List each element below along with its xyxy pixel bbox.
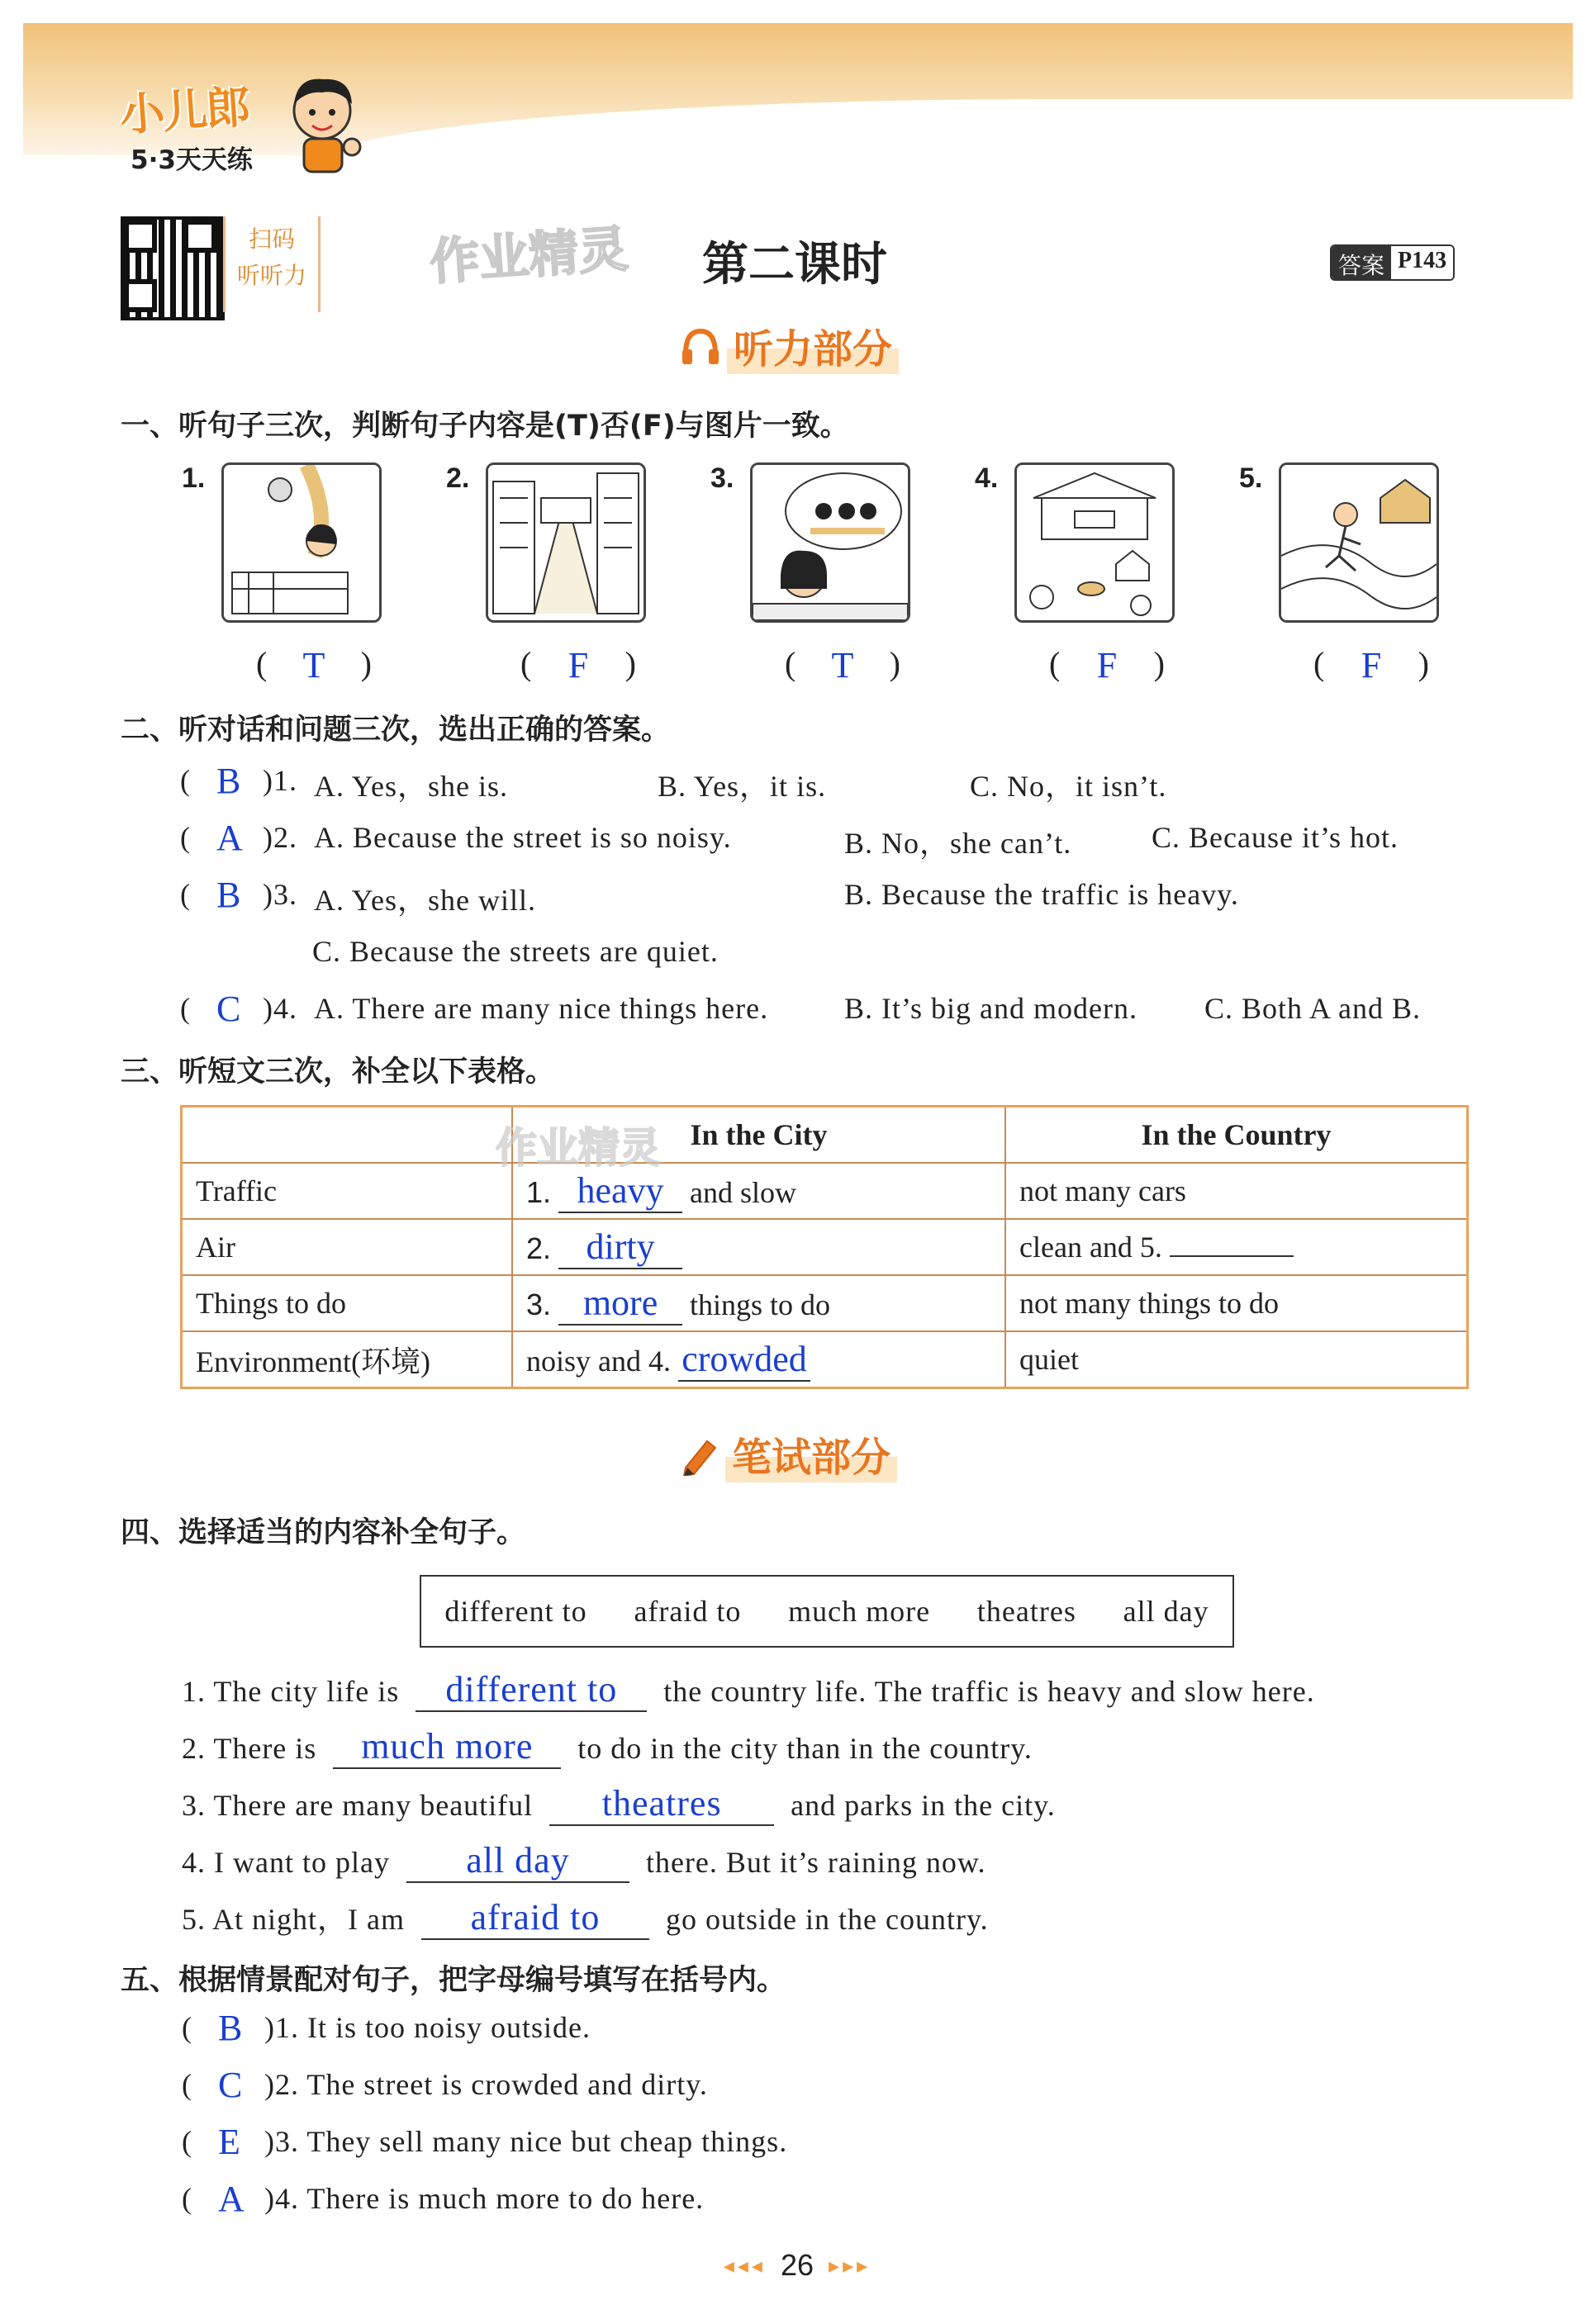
paren-open: ( xyxy=(182,2182,192,2215)
q1-answer[interactable]: T xyxy=(831,645,854,685)
option-c: C. No，it isn’t. xyxy=(970,770,1167,803)
q1-answer[interactable]: F xyxy=(568,645,589,685)
bedroom-girl-icon xyxy=(221,462,382,623)
section-title-text: 笔试部分 xyxy=(725,1425,897,1482)
q1-answer-slot xyxy=(520,644,636,686)
q2-heading: 二、听对话和问题三次，选出正确的答案。 xyxy=(121,714,671,747)
qr-corner xyxy=(124,220,157,253)
sentence-text: the country life. The traffic is heavy and slow here. xyxy=(663,1675,1315,1708)
option-a: A. Yes，she will. xyxy=(314,884,537,917)
answer-blank[interactable]: different to xyxy=(416,1668,647,1712)
q2-number: )1. xyxy=(263,764,297,797)
section-title-text: 听力部分 xyxy=(727,317,899,374)
country-cell: quiet xyxy=(1005,1331,1468,1388)
sentence-text: 1. The city life is xyxy=(182,1675,400,1708)
paren-close: ) xyxy=(1418,645,1429,682)
answer-blank[interactable]: heavy xyxy=(558,1169,682,1213)
answer-blank[interactable]: afraid to xyxy=(421,1896,649,1940)
q2-number: )2. xyxy=(263,821,297,854)
q5-item xyxy=(182,2121,1173,2170)
girl-thinking-picnic-icon xyxy=(750,462,910,623)
sentence-text: and parks in the city. xyxy=(791,1789,1056,1822)
city-cell xyxy=(512,1275,1005,1331)
girl-running-river-icon xyxy=(1279,462,1439,623)
blank-number: 2. xyxy=(526,1231,552,1265)
watermark: 作业精灵 xyxy=(428,220,630,292)
pencil-icon xyxy=(677,1433,720,1476)
paren-open: ( xyxy=(1049,645,1061,682)
q5-item xyxy=(182,2064,1173,2113)
q2-number: )3. xyxy=(263,878,297,911)
q2-answer[interactable]: A xyxy=(216,818,244,858)
word-option: afraid to xyxy=(634,1595,742,1628)
listening-section-title xyxy=(679,317,899,374)
word-option: theatres xyxy=(976,1595,1076,1628)
sentence-text: 3. There are many beautiful xyxy=(182,1789,534,1822)
paren-open: ( xyxy=(256,645,268,682)
option-b: B. Because the traffic is heavy. xyxy=(844,878,1239,911)
table-row xyxy=(182,1331,1468,1388)
q5-answer[interactable]: B xyxy=(218,2008,244,2048)
q5-sentence: )3. They sell many nice but cheap things. xyxy=(264,2125,788,2158)
paren-open: ( xyxy=(785,645,796,682)
q5-answer[interactable]: A xyxy=(218,2179,245,2219)
blank-number: 3. xyxy=(526,1287,552,1321)
page-footer xyxy=(661,2248,933,2283)
q1-answer[interactable]: F xyxy=(1096,645,1118,685)
country-houses-icon xyxy=(1014,462,1175,623)
option-a: A. Yes，she is. xyxy=(314,770,509,803)
sentence-text: 4. I want to play xyxy=(182,1846,390,1879)
row-label: Environment(环境) xyxy=(182,1331,513,1388)
col-in-the-city: In the City xyxy=(512,1107,1005,1164)
q3-heading: 三、听短文三次，补全以下表格。 xyxy=(121,1055,555,1088)
q1-heading: 一、听句子三次，判断句子内容是(T)否(F)与图片一致。 xyxy=(121,410,849,443)
paren-open: ( xyxy=(180,821,191,854)
paren-open: ( xyxy=(182,2125,192,2158)
word-bank xyxy=(420,1575,1234,1648)
country-cell: not many cars xyxy=(1005,1163,1468,1219)
q2-item xyxy=(180,988,1502,1037)
paren-close: ) xyxy=(889,645,900,682)
q4-item xyxy=(182,1839,986,1883)
option-a: A. Because the street is so noisy. xyxy=(314,821,732,854)
q4-item xyxy=(182,1668,1315,1712)
lesson-title: 第二课时 xyxy=(702,238,887,292)
answer-label: 答案 xyxy=(1332,246,1391,279)
q5-answer[interactable]: E xyxy=(218,2122,241,2162)
q1-number: 3. xyxy=(710,462,734,494)
q2-answer[interactable]: B xyxy=(216,875,242,915)
option-b: B. No，she can’t. xyxy=(844,827,1072,860)
paren-open: ( xyxy=(520,645,532,682)
row-label: Things to do xyxy=(182,1275,513,1331)
row-label: Traffic xyxy=(182,1163,513,1219)
paren-close: ) xyxy=(625,645,636,682)
q4-heading: 四、选择适当的内容补全句子。 xyxy=(121,1516,526,1549)
q1-number: 5. xyxy=(1239,462,1263,494)
option-c: C. Both A and B. xyxy=(1204,992,1422,1025)
q4-item xyxy=(182,1725,1033,1769)
country-cell xyxy=(1005,1219,1468,1275)
q5-sentence: )4. There is much more to do here. xyxy=(264,2182,705,2215)
answer-blank[interactable]: theatres xyxy=(549,1782,774,1826)
country-cell: not many things to do xyxy=(1005,1275,1468,1331)
q2-item xyxy=(180,760,1502,809)
answer-page-ref xyxy=(1330,244,1455,281)
q5-sentence: )1. It is too noisy outside. xyxy=(264,2011,591,2044)
sentence-text: there. But it’s raining now. xyxy=(645,1846,986,1879)
q2-item xyxy=(180,874,1502,981)
sentence-text: to do in the city than in the country. xyxy=(577,1732,1033,1765)
q2-answer[interactable]: C xyxy=(216,989,242,1029)
q4-item xyxy=(182,1896,989,1940)
paren-open: ( xyxy=(180,878,191,911)
q1-answer-slot xyxy=(1049,644,1165,686)
empty-answer-blank[interactable] xyxy=(1170,1231,1294,1257)
q1-number: 1. xyxy=(182,462,206,494)
q4-item xyxy=(182,1782,1056,1826)
cell-text: and slow xyxy=(690,1175,797,1209)
cell-text: things to do xyxy=(690,1288,831,1321)
qr-corner xyxy=(124,279,157,312)
paren-close: ) xyxy=(1153,645,1165,682)
option-c: C. Because the streets are quiet. xyxy=(312,935,719,968)
brand-subtitle: 5·3天天练 xyxy=(131,145,253,175)
table-row xyxy=(182,1163,1468,1219)
sentence-text: go outside in the country. xyxy=(666,1903,989,1936)
q5-answer[interactable]: C xyxy=(218,2065,244,2105)
answer-blank[interactable]: all day xyxy=(406,1839,629,1883)
paren-open: ( xyxy=(182,2011,192,2044)
paren-open: ( xyxy=(1313,645,1325,682)
word-option: all day xyxy=(1123,1595,1209,1628)
answer-blank[interactable]: crowded xyxy=(678,1338,810,1382)
option-b: B. It’s big and modern. xyxy=(844,992,1137,1025)
q1-number: 2. xyxy=(446,462,470,494)
qr-corner xyxy=(183,220,216,253)
q1-answer-slot xyxy=(256,644,372,686)
q1-answer[interactable]: T xyxy=(302,645,325,685)
paren-open: ( xyxy=(180,992,191,1025)
word-option: much more xyxy=(788,1595,931,1628)
brand-logo: 小儿郎 xyxy=(118,80,251,142)
writing-section-title xyxy=(677,1425,897,1482)
paren-open: ( xyxy=(180,764,191,797)
q2-answer[interactable]: B xyxy=(216,761,242,801)
row-label: Air xyxy=(182,1219,513,1275)
q1-answer[interactable]: F xyxy=(1361,645,1382,685)
scan-listen-label xyxy=(223,216,321,312)
option-a: A. There are many nice things here. xyxy=(314,992,769,1025)
next-arrows-icon: ▸▸▸ xyxy=(829,2252,871,2278)
listen-text: 听听力 xyxy=(236,262,306,289)
watermark: 作业精灵 xyxy=(496,1124,661,1172)
answer-blank[interactable]: dirty xyxy=(558,1226,682,1269)
table-row xyxy=(182,1275,1468,1331)
paren-close: ) xyxy=(360,645,372,682)
col-in-the-country: In the Country xyxy=(1005,1107,1468,1164)
prev-arrows-icon: ◂◂◂ xyxy=(723,2252,766,2278)
table-header-row xyxy=(182,1107,1468,1164)
answer-page: P143 xyxy=(1391,246,1453,279)
answer-blank[interactable]: much more xyxy=(333,1725,561,1769)
q5-item xyxy=(182,2007,1173,2056)
option-b: B. Yes，it is. xyxy=(658,770,827,803)
paren-open: ( xyxy=(182,2068,192,2101)
option-c: C. Because it’s hot. xyxy=(1152,821,1399,854)
mascot-boy-icon xyxy=(281,71,363,174)
table-row xyxy=(182,1219,1468,1275)
headphones-icon xyxy=(679,326,722,366)
table-cell xyxy=(182,1107,513,1164)
street-buildings-icon xyxy=(486,462,646,623)
q1-answer-slot xyxy=(785,644,900,686)
blank-number: 1. xyxy=(526,1174,552,1209)
q5-heading: 五、根据情景配对句子，把字母编号填写在括号内。 xyxy=(121,1964,786,1997)
page-number: 26 xyxy=(780,2248,814,2282)
scan-text: 扫码 xyxy=(248,225,295,253)
q5-item xyxy=(182,2178,1173,2227)
sentence-text: 5. At night，I am xyxy=(182,1903,405,1936)
city-cell xyxy=(512,1219,1005,1275)
q5-sentence: )2. The street is crowded and dirty. xyxy=(264,2068,708,2101)
sentence-text: 2. There is xyxy=(182,1732,317,1765)
q2-number: )4. xyxy=(263,992,297,1025)
answer-blank[interactable]: more xyxy=(558,1282,682,1326)
q1-answer-slot xyxy=(1313,644,1429,686)
city-cell xyxy=(512,1331,1005,1388)
city-country-table xyxy=(180,1105,1469,1389)
word-option: different to xyxy=(444,1595,587,1628)
q1-number: 4. xyxy=(975,462,999,494)
q2-item xyxy=(180,817,1502,866)
cell-text: clean and 5. xyxy=(1019,1231,1162,1264)
cell-text: noisy and 4. xyxy=(526,1344,671,1378)
